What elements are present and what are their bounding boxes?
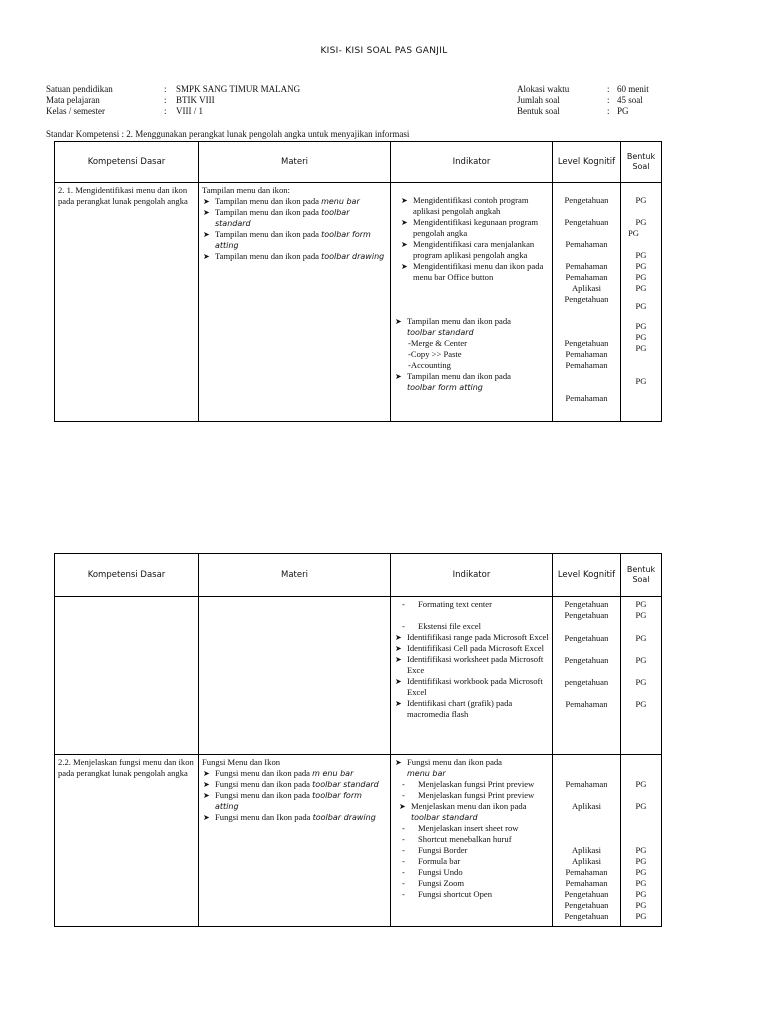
list-item: - Shortcut menebalkan huruf — [394, 834, 549, 845]
table-row — [55, 755, 662, 927]
bentuk-value: PG — [635, 283, 647, 293]
bentuk-value: PG — [635, 633, 647, 643]
document-title: KISI- KISI SOAL PAS GANJIL — [320, 46, 448, 56]
materi-text: Fungsi menu dan ikon pada — [215, 790, 313, 800]
indikator-italic: toolbar standard — [407, 328, 474, 337]
list-item: - Formula bar — [394, 856, 549, 867]
materi-text: Tampilan menu dan ikon pada — [215, 196, 322, 206]
list-item — [202, 229, 387, 251]
meta-sep: : — [607, 84, 610, 94]
materi-italic: toolbar drawing — [321, 252, 385, 261]
level-value: Pemahaman — [565, 867, 608, 877]
header-indikator: Indikator — [391, 142, 553, 183]
meta-right — [517, 84, 649, 117]
level-value: Pengetahuan — [564, 294, 609, 304]
list-item: - Fungsi Border — [394, 845, 549, 856]
bentuk-cell — [621, 183, 662, 422]
materi-text: Fungsi menu dan ikon pada — [215, 779, 313, 789]
list-item: - Menjelaskan fungsi Print preview — [394, 779, 549, 790]
kisi-table-2 — [54, 553, 662, 927]
level-value: Aplikasi — [571, 283, 602, 293]
table-header-row — [55, 142, 662, 183]
materi-text: Fungsi menu dan Ikon pada — [215, 812, 313, 822]
level-cell — [553, 755, 621, 927]
level-value: Pengetahuan — [564, 889, 609, 899]
level-value: Aplikasi — [571, 856, 602, 866]
materi-cell — [199, 755, 391, 927]
list-item: - Fungsi shortcut Open — [394, 889, 549, 900]
level-value: Pemahaman — [565, 349, 608, 359]
list-item: ➤ Mengidentifikasi cara menjalankan program aplikasi pengolah angka — [400, 239, 549, 261]
bentuk-value: PG — [635, 878, 647, 888]
table-header-row — [55, 554, 662, 597]
list-item — [202, 768, 387, 779]
level-value: Aplikasi — [571, 801, 602, 811]
indikator-text: Fungsi menu dan ikon pada — [407, 757, 502, 767]
indikator-sub-item: -Merge & Center — [408, 338, 468, 348]
list-item: ➤ Mengidentifikasi contoh program aplikasi pengolah angkah — [400, 195, 549, 217]
level-value: Pemahaman — [565, 393, 608, 403]
list-item — [202, 779, 387, 790]
list-item — [394, 371, 549, 393]
materi-text: Tampilan menu dan ikon pada — [215, 207, 322, 217]
level-value: Pemahaman — [565, 779, 608, 789]
materi-italic: m enu bar — [312, 769, 354, 778]
bentuk-value: PG — [635, 699, 647, 709]
meta-sep: : — [164, 84, 167, 94]
bentuk-value: PG — [635, 376, 647, 386]
header-level-kognitif: Level Kognitif — [553, 554, 621, 597]
meta-sep: : — [607, 95, 610, 105]
level-value: Pemahaman — [565, 239, 608, 249]
meta-value: PG — [617, 106, 629, 116]
header-kompetensi-dasar: Kompetensi Dasar — [55, 142, 199, 183]
level-value: Pemahaman — [565, 699, 608, 709]
list-item: ➤ Identififikasi range pada Microsoft Excel — [394, 632, 549, 643]
header-materi: Materi — [199, 142, 391, 183]
header-materi: Materi — [199, 554, 391, 597]
list-item — [394, 316, 549, 338]
level-value: Pemahaman — [565, 261, 608, 271]
indikator-italic: menu bar — [407, 769, 446, 778]
list-item — [202, 207, 387, 229]
indikator-text: Tampilan menu dan ikon pada — [407, 316, 511, 326]
bentuk-value: PG — [635, 599, 647, 609]
bentuk-value: PG — [635, 867, 647, 877]
bentuk-value: PG — [635, 801, 647, 811]
list-item: - Ekstensi file excel — [394, 621, 549, 632]
kisi-table-1 — [54, 141, 662, 422]
kd-cell — [55, 183, 199, 422]
bentuk-value: PG — [635, 217, 647, 227]
bentuk-value: PG — [635, 261, 647, 271]
list-item: ➤ Identififikasi worksheet pada Microsoft Exce — [394, 654, 549, 676]
bentuk-value: PG — [635, 195, 647, 205]
indikator-sub-item: -Accounting — [408, 360, 451, 370]
list-item: - Fungsi Zoom — [394, 878, 549, 889]
header-bentuk-soal: Bentuk Soal — [621, 142, 662, 183]
indikator-sub-item: -Copy >> Paste — [408, 349, 462, 359]
level-value: Pengetahuan — [564, 900, 609, 910]
materi-italic: toolbar form atting — [215, 791, 362, 811]
indikator-text: Tampilan menu dan ikon pada — [407, 371, 511, 381]
meta-sep: : — [164, 95, 167, 105]
level-value: Pengetahuan — [564, 610, 609, 620]
bentuk-value: PG — [635, 250, 647, 260]
table-row — [55, 597, 662, 755]
indikator-italic: toolbar form atting — [407, 383, 483, 392]
indikator-cell — [391, 183, 553, 422]
level-value: Pengetahuan — [564, 655, 609, 665]
bentuk-cell — [621, 597, 662, 755]
meta-label: Alokasi waktu — [517, 84, 570, 94]
level-value: Pengetahuan — [564, 338, 609, 348]
meta-label: Kelas / semester — [46, 106, 105, 116]
header-indikator: Indikator — [391, 554, 553, 597]
materi-italic: menu bar — [321, 197, 360, 206]
list-item: - Fungsi Undo — [394, 867, 549, 878]
level-cell — [553, 183, 621, 422]
kd-cell — [55, 597, 199, 755]
materi-text: Tampilan menu dan ikon pada — [215, 229, 322, 239]
level-cell — [553, 597, 621, 755]
materi-title: Fungsi Menu dan Ikon — [202, 757, 281, 767]
list-item: ➤ Identififikasi workbook pada Microsoft Excel — [394, 676, 549, 698]
list-item — [394, 757, 549, 779]
meta-label: Bentuk soal — [517, 106, 560, 116]
table-row — [55, 183, 662, 422]
list-item: ➤ Mengidentifikasi menu dan ikon pada menu bar Office button — [400, 261, 549, 283]
bentuk-value: PG — [635, 343, 647, 353]
kd-text: 2.2. Menjelaskan fungsi menu dan ikon pada perangkat lunak pengolah angka — [58, 757, 194, 778]
indikator-text: Menjelaskan menu dan ikon pada — [411, 801, 527, 811]
meta-sep: : — [164, 106, 167, 116]
bentuk-value: PG — [635, 655, 647, 665]
meta-left — [46, 84, 300, 117]
list-item: - Menjelaskan insert sheet row — [394, 823, 549, 834]
level-value: Pengetahuan — [564, 599, 609, 609]
bentuk-value: PG — [635, 900, 647, 910]
list-item: ➤ Identifikasi chart (grafik) pada macromedia flash — [394, 698, 549, 720]
materi-italic: toolbar form atting — [215, 230, 371, 250]
bentuk-value: PG — [635, 321, 647, 331]
materi-cell — [199, 597, 391, 755]
meta-value: BTIK VIII — [176, 95, 215, 105]
level-value: Pemahaman — [565, 272, 608, 282]
header-bentuk-soal: Bentuk Soal — [621, 554, 662, 597]
meta-value: 45 soal — [617, 95, 643, 105]
bentuk-value: PG — [635, 677, 647, 687]
list-item — [202, 812, 387, 823]
level-value: Pengetahuan — [564, 633, 609, 643]
bentuk-cell — [621, 755, 662, 927]
materi-italic: toolbar standard — [215, 208, 350, 228]
indikator-italic: toolbar standard — [411, 813, 478, 822]
bentuk-value: PG — [635, 911, 647, 921]
indikator-cell — [391, 755, 553, 927]
level-value: Pemahaman — [565, 878, 608, 888]
materi-cell — [199, 183, 391, 422]
meta-sep: : — [607, 106, 610, 116]
bentuk-value: PG — [635, 272, 647, 282]
materi-text: Tampilan menu dan ikon pada — [215, 251, 322, 261]
materi-text: Fungsi menu dan ikon pada — [215, 768, 313, 778]
indikator-cell — [391, 597, 553, 755]
bentuk-value: PG — [635, 610, 647, 620]
level-value: pengetahuan — [564, 677, 609, 687]
standar-kompetensi: Standar Kompetensi : 2. Menggunakan perangkat lunak pengolah angka untuk menyajikan informasi — [46, 129, 410, 139]
materi-title: Tampilan menu dan ikon: — [202, 185, 290, 195]
meta-label: Jumlah soal — [517, 95, 560, 105]
list-item: - Formating text center — [394, 599, 549, 610]
list-item — [398, 801, 549, 823]
level-value: Pengetahuan — [564, 195, 609, 205]
kd-cell — [55, 755, 199, 927]
materi-italic: toolbar drawing — [312, 813, 376, 822]
meta-label: Mata pelajaran — [46, 95, 100, 105]
kd-text: 2. 1. Mengidentifikasi menu dan ikon pada perangkat lunak pengolah angka — [58, 185, 188, 206]
level-value: Pemahaman — [565, 360, 608, 370]
list-item: ➤ Identififikasi Cell pada Microsoft Excel — [394, 643, 549, 654]
list-item — [202, 196, 387, 207]
list-item — [202, 251, 387, 262]
header-kompetensi-dasar: Kompetensi Dasar — [55, 554, 199, 597]
list-item: - Menjelaskan fungsi Print preview — [394, 790, 549, 801]
level-value: Aplikasi — [571, 845, 602, 855]
level-value: Pengetahuan — [564, 911, 609, 921]
bentuk-value: PG — [635, 779, 647, 789]
bentuk-value: PG — [635, 889, 647, 899]
materi-italic: toolbar standard — [312, 780, 379, 789]
meta-value: 60 menit — [617, 84, 649, 94]
level-value: Pengetahuan — [564, 217, 609, 227]
bentuk-value: PG — [635, 845, 647, 855]
bentuk-value: PG — [635, 332, 647, 342]
bentuk-value: PG — [635, 856, 647, 866]
meta-value: VIII / 1 — [176, 106, 203, 116]
bentuk-value: PG — [628, 228, 639, 238]
header-level-kognitif: Level Kognitif — [553, 142, 621, 183]
meta-value: SMPK SANG TIMUR MALANG — [176, 84, 301, 94]
list-item: ➤ Mengidentifikasi kegunaan program pengolah angka — [400, 217, 549, 239]
meta-label: Satuan pendidikan — [46, 84, 113, 94]
bentuk-value: PG — [635, 301, 647, 311]
list-item — [202, 790, 387, 812]
